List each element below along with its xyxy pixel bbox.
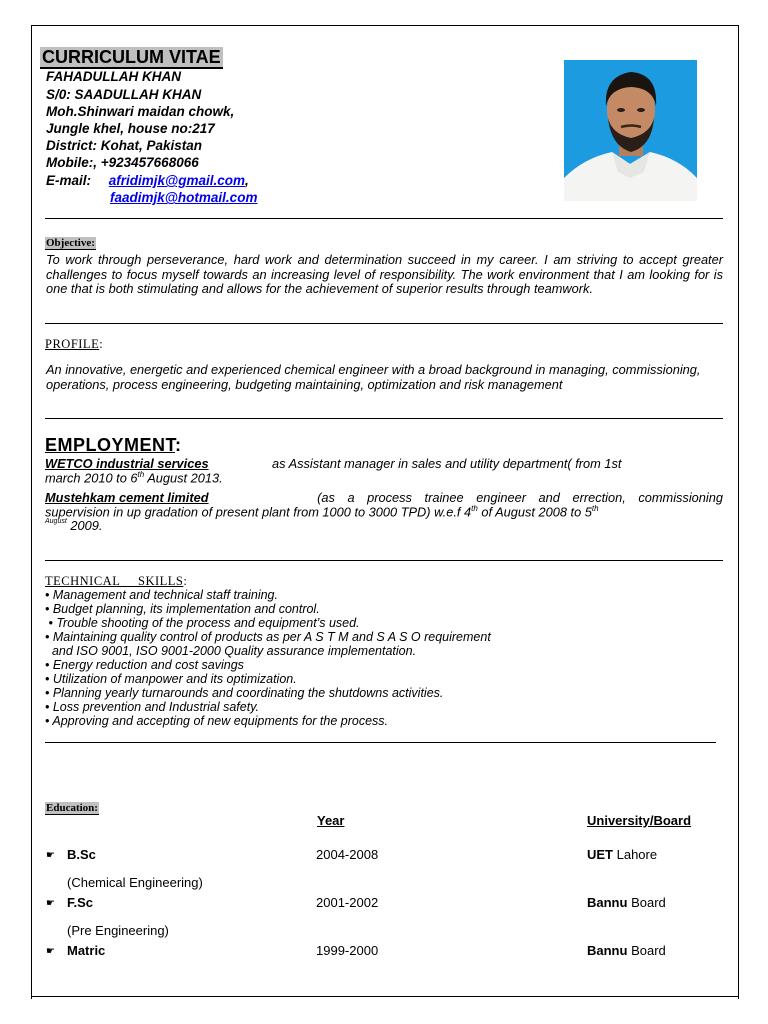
profile-heading: PROFILE: [45,337,104,351]
pointing-hand-icon: ☛ [46,946,55,957]
pointing-hand-icon: ☛ [46,898,55,909]
email-label: E-mail: [46,173,92,188]
person-portrait-icon [564,60,697,201]
skill-item: • Approving and accepting of new equipments for the process. [45,714,389,728]
degree-detail: (Chemical Engineering) [67,875,203,890]
skill-item: • Planning yearly turnarounds and coordinating the shutdowns activities. [45,686,444,700]
job-2-line-1 [45,490,723,505]
skill-item: • Loss prevention and Industrial safety. [45,700,259,714]
degree: F.Sc [67,895,94,910]
pointing-hand-icon: ☛ [46,850,55,861]
email-link-2[interactable]: faadimjk@hotmail.com [110,190,258,205]
job-1-line-1 [45,456,622,471]
cv-title: CURRICULUM VITAE [42,47,221,67]
profile-text: An innovative, energetic and experienced chemical engineer with a broad background in managing, commissioning, operations, process engineering, budgeting maintaining, optimization and risk management [46,362,701,392]
board: Bannu Board [587,895,666,910]
divider [45,323,723,324]
education-heading: Education: [46,802,98,814]
candidate-name: FAHADULLAH KHAN [46,69,181,84]
objective-heading: Objective: [46,237,95,249]
job-2-company: Mustehkam cement limited [45,490,209,505]
divider [45,218,723,219]
year: 2004-2008 [316,847,379,862]
skill-item: • Utilization of manpower and its optimization. [45,672,297,686]
board: UET Lahore [587,847,658,862]
divider [45,560,723,561]
skill-item: • Budget planning, its implementation and control. [45,602,320,616]
year: 1999-2000 [316,943,379,958]
profile-photo [564,60,697,201]
degree-detail: (Pre Engineering) [67,923,169,938]
email-row [46,172,249,189]
job-2-line-3: $^{August}$ 2009. [45,518,103,533]
job-2-role: (as a process trainee engineer and errection, commissioning [317,490,723,505]
column-year: Year [317,813,345,828]
father-name: S/0: SAADULLAH KHAN [46,87,202,102]
degree: B.Sc [67,847,96,862]
board: Bannu Board [587,943,666,958]
objective-text: To work through perseverance, hard work and determination succeed in my career. I am striving to accept greater challenges to focus myself towards an increasing level of responsibility. The work environment that I am looking for is one that is both stimulating and allows for the achievement of superior results through teamwork. [46,252,723,296]
email-separator: , [244,173,249,188]
job-1-company: WETCO industrial services [45,456,209,471]
job-2-line-2: supervision in up gradation of present plant from 1000 to 3000 TPD) w.e.f 4th of August 2008 to 5th [45,504,599,520]
skill-item: and ISO 9001, ISO 9001-2000 Quality assurance implementation. [45,644,417,658]
year: 2001-2002 [316,895,379,910]
page-bottom-border [31,996,739,997]
degree: Matric [67,943,106,958]
skill-item: • Management and technical staff training. [45,588,278,602]
employment-heading: EMPLOYMENT: [45,435,182,455]
divider [45,418,723,419]
skill-item: • Energy reduction and cost savings [45,658,244,672]
skills-list [45,588,491,728]
job-1-role: as Assistant manager in sales and utility department( from 1st [272,456,622,471]
skill-item: • Maintaining quality control of products as per A S T M and S A S O requirement [45,630,491,644]
mobile: Mobile:, +923457668066 [46,155,199,170]
email-link-1[interactable]: afridimjk@gmail.com [108,173,245,188]
email-row-2 [110,189,257,206]
district: District: Kohat, Pakistan [46,138,203,153]
skill-item: • Trouble shooting of the process and equipment’s used. [45,616,360,630]
job-1-line-2: march 2010 to 6th August 2013. [45,470,223,486]
column-university: University/Board [587,813,692,828]
divider [45,742,716,743]
address-line-2: Jungle khel, house no:217 [46,121,215,136]
skills-heading: TECHNICAL SKILLS: [45,574,188,588]
address-line-1: Moh.Shinwari maidan chowk, [46,104,235,119]
